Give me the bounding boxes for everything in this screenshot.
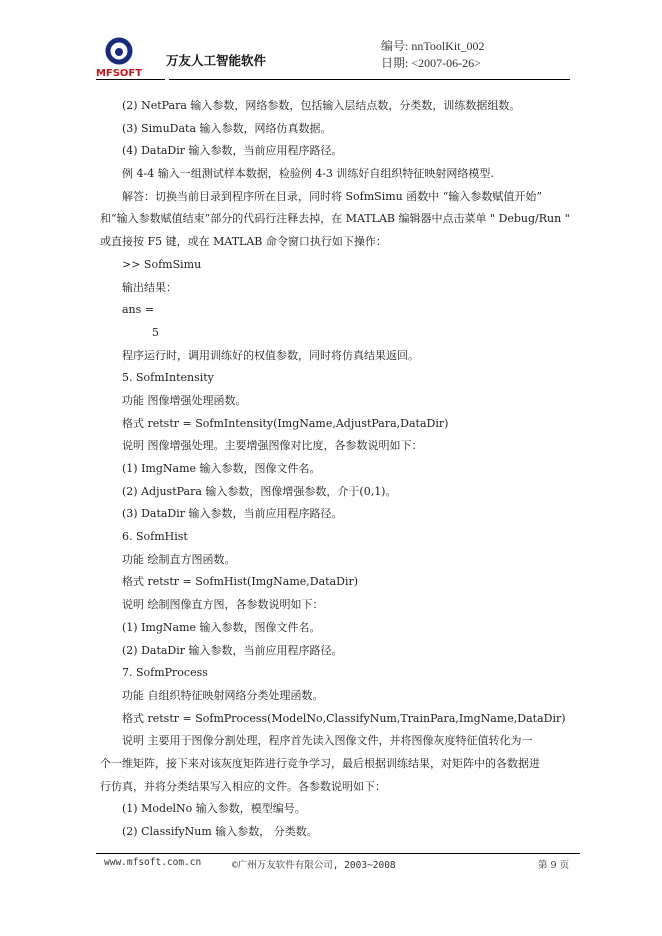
text-line: 功能 绘制直方图函数。 — [122, 552, 236, 566]
text-line: (2) AdjustPara 输入参数，图像增强参数，介于(0,1)。 — [122, 484, 397, 498]
text-line: (1) ModelNo 输入参数，模型编号。 — [122, 802, 306, 816]
mfsoft-logo-icon — [96, 36, 142, 78]
text-line: (2) NetPara 输入参数，网络参数，包括输入层结点数，分类数，训练数据组数。 — [122, 99, 521, 112]
text-line: 程序运行时，调用训练好的权值参数，同时将仿真结果返回。 — [122, 348, 419, 362]
text-line: 输出结果： — [122, 280, 177, 294]
text-line: 解答：切换当前目录到程序所在目录，同时将 SofmSimu 函数中 “输入参数赋值开始” — [122, 189, 542, 203]
text-line: 6. SofmHist — [122, 530, 188, 544]
svg-text:MFSOFT: MFSOFT — [96, 68, 142, 78]
text-line: 格式 retstr = SofmHist(ImgName,DataDir) — [122, 575, 359, 589]
text-line: 例 4-4 输入一组测试样本数据，检验例 4-3 训练好自组织特征映射网络模型. — [122, 167, 494, 181]
text-line: >> SofmSimu — [122, 257, 202, 271]
text-line: 功能 自组织特征映射网络分类处理函数。 — [122, 688, 324, 702]
text-line: 格式 retstr = SofmProcess(ModelNo,ClassifyNum,TrainPara,ImgName,DataDir) — [122, 711, 566, 725]
text-line: 说明 图像增强处理。主要增强图像对比度，各参数说明如下： — [122, 439, 423, 453]
text-line: ans = — [122, 303, 155, 317]
text-line: (2) DataDir 输入参数，当前应用程序路径。 — [122, 643, 343, 657]
footer-divider — [96, 853, 580, 854]
text-line: 功能 图像增强处理函数。 — [122, 393, 247, 407]
text-line: 个一维矩阵，接下来对该灰度矩阵进行竞争学习，最后根据训练结果，对矩阵中的各数据进 — [100, 756, 540, 770]
text-line: 或直接按 F5 键，或在 MATLAB 命令窗口执行如下操作： — [100, 235, 387, 249]
footer-copyright: ©广州万友软件有限公司, 2003~2008 — [232, 860, 396, 871]
text-line: 5 — [152, 325, 159, 339]
text-line: 行仿真，并将分类结果写入相应的文件。各参数说明如下： — [100, 779, 386, 793]
document-meta — [381, 38, 485, 72]
text-line: (4) DataDir 输入参数，当前应用程序路径。 — [122, 144, 343, 158]
text-line: 7. SofmProcess — [122, 666, 208, 680]
header-divider-gap — [165, 79, 169, 80]
text-line: 说明 主要用于图像分割处理，程序首先读入图像文件，并将图像灰度特征值转化为一 — [122, 734, 533, 748]
company-name: 万友人工智能软件 — [166, 53, 267, 68]
document-id: 编号: nnToolKit_002 — [381, 39, 485, 53]
page-header — [96, 34, 570, 80]
text-line: 和“输入参数赋值结束”部分的代码行注释去掉，在 MATLAB 编辑器中点击菜单 " Debug/Run " — [100, 212, 570, 226]
footer-website: www.mfsoft.com.cn — [104, 857, 202, 868]
text-line: 格式 retstr = SofmIntensity(ImgName,AdjustPara,DataDir) — [122, 416, 449, 430]
text-line: 说明 绘制图像直方图，各参数说明如下： — [122, 598, 324, 612]
text-line: (3) DataDir 输入参数，当前应用程序路径。 — [122, 507, 343, 521]
footer-page-number: 第 9 页 — [538, 860, 570, 871]
text-line: 5. SofmIntensity — [122, 371, 214, 385]
document-date: 日期: <2007-06-26> — [381, 56, 481, 70]
text-line: (2) ClassifyNum 输入参数， 分类数。 — [122, 825, 318, 838]
text-line: (1) ImgName 输入参数，图像文件名。 — [122, 620, 321, 634]
document-body — [100, 95, 570, 844]
text-line: (3) SimuData 输入参数，网络仿真数据。 — [122, 121, 332, 135]
text-line: (1) ImgName 输入参数，图像文件名。 — [122, 462, 321, 475]
